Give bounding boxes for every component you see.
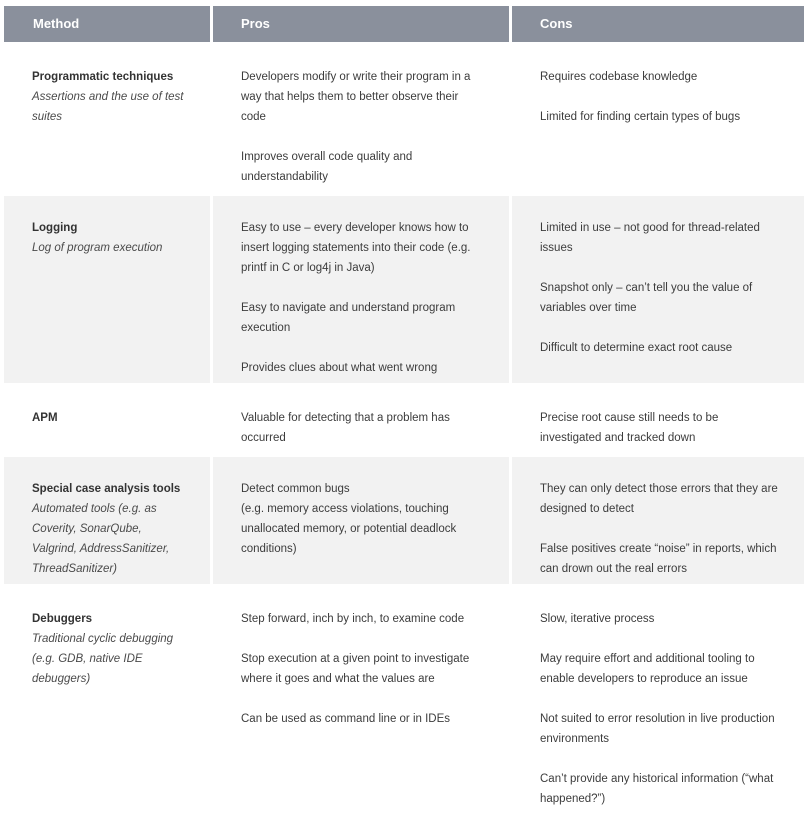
table-row	[4, 587, 804, 813]
cons-item: Can’t provide any historical information (“what happened?”)	[540, 773, 774, 805]
cons-cell	[512, 587, 804, 813]
pros-item: Stop execution at a given point to investigate where it goes and what the values are	[241, 653, 470, 685]
cons-cell	[512, 196, 804, 383]
cons-item: Requires codebase knowledge	[540, 71, 698, 83]
method-name: APM	[32, 412, 58, 424]
method-cell	[4, 386, 210, 454]
pros-cell	[213, 386, 509, 454]
table-row	[4, 386, 804, 454]
pros-item: Detect common bugs	[241, 483, 350, 495]
cons-cell	[512, 386, 804, 454]
table-row	[4, 457, 804, 584]
cons-item: May require effort and additional tooling to enable developers to reproduce an issue	[540, 653, 755, 685]
cons-item: Snapshot only – can’t tell you the value of variables over time	[540, 282, 753, 314]
pros-item: Improves overall code quality and understandability	[241, 151, 413, 183]
table-row	[4, 45, 804, 193]
pros-item: Provides clues about what went wrong	[241, 362, 438, 374]
table-header-row	[4, 6, 804, 42]
pros-cell	[213, 45, 509, 193]
pros-item: Developers modify or write their program in a way that helps them to better observe their code	[241, 71, 471, 123]
method-description: Log of program execution	[32, 242, 163, 254]
header-cons: Cons	[512, 6, 804, 42]
method-name: Debuggers	[32, 613, 93, 625]
cons-item: Difficult to determine exact root cause	[540, 342, 733, 354]
pros-item: Easy to navigate and understand program execution	[241, 302, 456, 334]
method-cell	[4, 196, 210, 383]
method-cell	[4, 457, 210, 584]
pros-cell	[213, 587, 509, 813]
method-name: Programmatic techniques	[32, 71, 174, 83]
cons-item: Limited in use – not good for thread-related issues	[540, 222, 760, 254]
method-cell	[4, 587, 210, 813]
cons-item: False positives create “noise” in reports, which can drown out the real errors	[540, 543, 777, 575]
pros-item-detail: (e.g. memory access violations, touching unallocated memory, or potential deadlock conditions)	[241, 503, 457, 555]
pros-cell	[213, 457, 509, 584]
method-name: Logging	[32, 222, 78, 234]
cons-cell	[512, 457, 804, 584]
pros-item: Easy to use – every developer knows how to insert logging statements into their code (e.g. printf in C or log4j in Java)	[241, 222, 471, 274]
header-pros: Pros	[213, 6, 509, 42]
cons-item: Not suited to error resolution in live production environments	[540, 713, 775, 745]
cons-item: They can only detect those errors that they are designed to detect	[540, 483, 778, 515]
cons-cell	[512, 45, 804, 193]
method-name: Special case analysis tools	[32, 483, 181, 495]
pros-item: Can be used as command line or in IDEs	[241, 713, 451, 725]
table-row	[4, 196, 804, 383]
cons-item: Limited for finding certain types of bugs	[540, 111, 741, 123]
pros-item: Valuable for detecting that a problem has occurred	[241, 412, 450, 444]
method-description: Traditional cyclic debugging (e.g. GDB, native IDE debuggers)	[32, 633, 174, 685]
method-description: Automated tools (e.g. as Coverity, SonarQube, Valgrind, AddressSanitizer, ThreadSanitizer)	[32, 503, 170, 575]
header-method: Method	[4, 6, 210, 42]
method-cell	[4, 45, 210, 193]
method-description: Assertions and the use of test suites	[32, 91, 184, 123]
cons-item: Precise root cause still needs to be investigated and tracked down	[540, 412, 719, 444]
cons-item: Slow, iterative process	[540, 613, 655, 625]
pros-item: Step forward, inch by inch, to examine code	[241, 613, 465, 625]
pros-cell	[213, 196, 509, 383]
comparison-table	[4, 6, 804, 813]
